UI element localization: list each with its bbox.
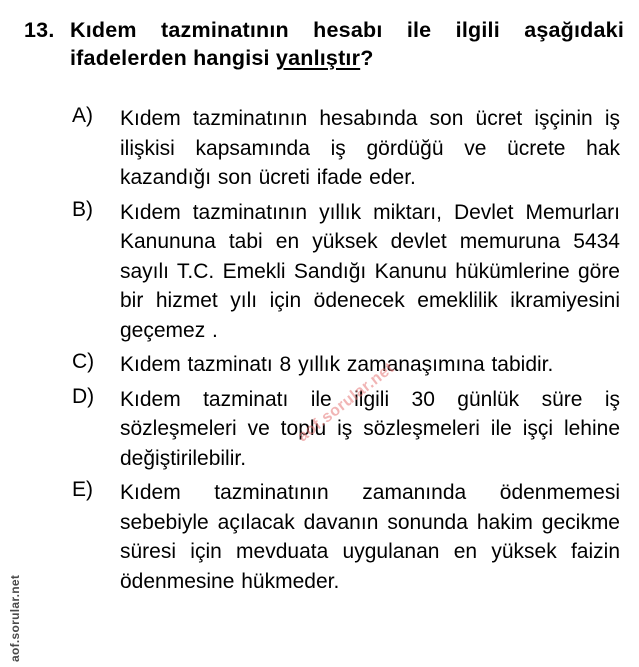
question xyxy=(24,16,624,72)
option-e-letter: E) xyxy=(72,478,93,501)
option-b-text: Kıdem tazminatının yıllık miktarı, Devlet Memurları Kanununa tabi en yüksek devlet memuruna 5434 sayılı T.C. Emekli Sandığı Kanunu hükümlerine göre bir hizmet yılı için ödenecek emeklilik ikramiyesini geçemez . xyxy=(120,200,620,342)
option-a[interactable] xyxy=(72,104,620,193)
option-a-letter: A) xyxy=(72,104,93,127)
option-a-text: Kıdem tazminatının hesabında son ücret işçinin iş ilişkisi kapsamında iş gördüğü ve ücrete hak kazandığı son ücreti ifade eder. xyxy=(120,107,620,189)
option-c[interactable] xyxy=(72,350,620,380)
question-number: 13. xyxy=(24,18,55,42)
question-stem: Kıdem tazminatının hesabı ile ilgili aşağıdaki ifadelerden hangisi xyxy=(70,18,624,70)
side-watermark: aof.sorular.net xyxy=(8,574,22,662)
option-c-letter: C) xyxy=(72,350,95,373)
question-mark: ? xyxy=(360,46,374,70)
option-b-letter: B) xyxy=(72,197,93,221)
options-list xyxy=(72,104,620,601)
option-e[interactable] xyxy=(72,478,620,596)
option-c-text: Kıdem tazminatı 8 yıllık zamanaşımına tabidir. xyxy=(120,353,554,376)
option-b[interactable] xyxy=(72,198,620,346)
question-emphasis: yanlıştır xyxy=(275,46,361,70)
option-e-text: Kıdem tazminatının zamanında ödenmemesi sebebiyle açılacak davanın sonunda hakim gecikme süresi için mevduata uygulanan en yüksek faizin ödenmesine hükmeder. xyxy=(120,481,620,593)
option-d-text: Kıdem tazminatı ile ilgili 30 günlük süre iş sözleşmeleri ve toplu iş sözleşmeleri ile işçi lehine değiştirilebilir. xyxy=(120,387,620,470)
option-d-letter: D) xyxy=(72,384,95,408)
center-watermark: aof.sorular.net xyxy=(294,359,398,446)
question-text xyxy=(70,16,624,72)
